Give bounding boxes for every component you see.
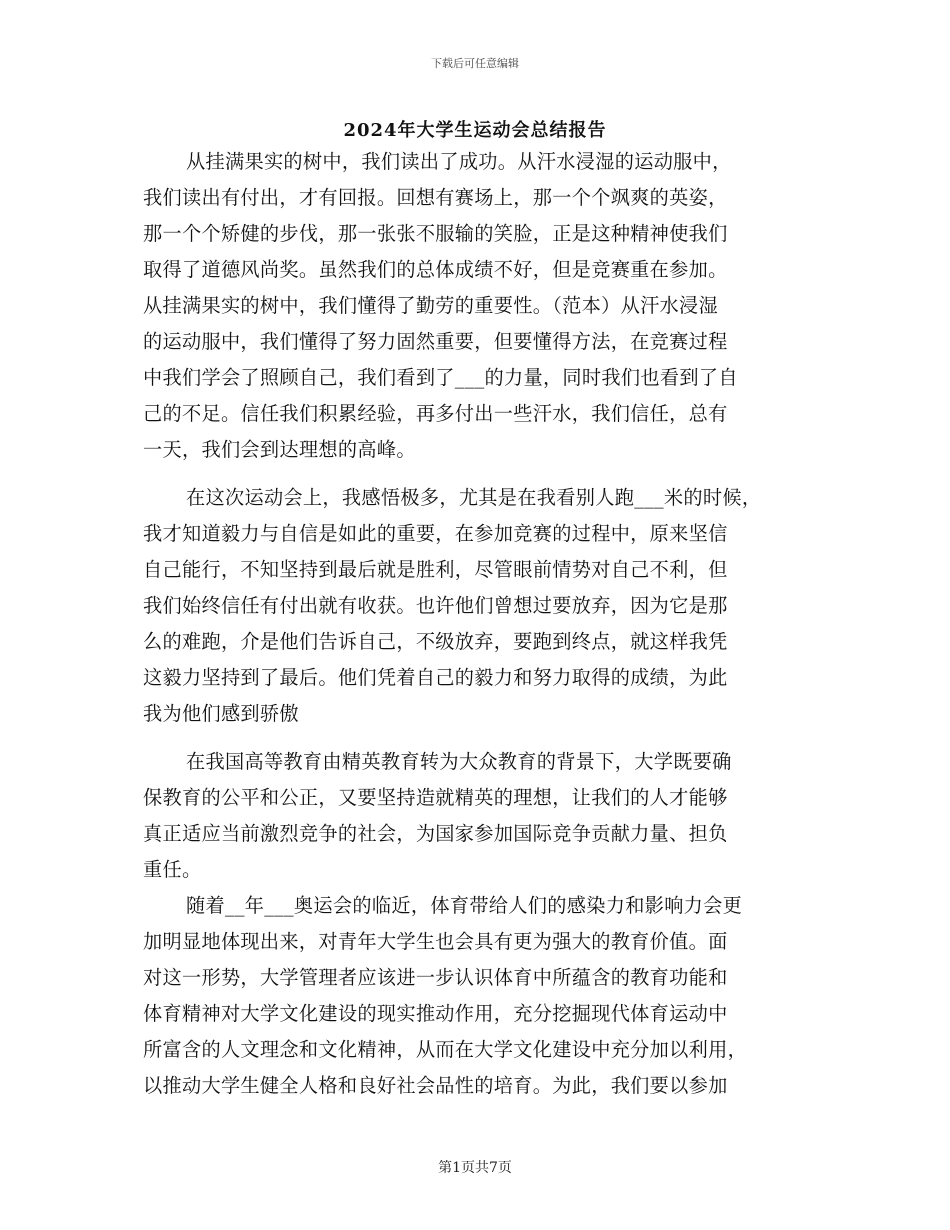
body-line: 体育精神对大学文化建设的现实推动作用，充分挖掘现代体育运动中: [143, 1002, 728, 1025]
body-line: 自己能行，不知坚持到最后就是胜利，尽管眼前情势对自己不利，但: [143, 558, 728, 581]
body-line: 的运动服中，我们懂得了努力固然重要，但要懂得方法，在竞赛过程: [143, 330, 728, 353]
body-line: 这毅力坚持到了最后。他们凭着自己的毅力和努力取得的成绩，为此: [143, 666, 728, 689]
body-line: 我为他们感到骄傲: [143, 702, 299, 725]
body-line: 加明显地体现出来，对青年大学生也会具有更为强大的教育价值。面: [143, 930, 728, 953]
body-line: 从挂满果实的树中，我们读出了成功。从汗水浸湿的运动服中，: [186, 150, 732, 173]
body-line: 我才知道毅力与自信是如此的重要，在参加竞赛的过程中，原来坚信: [143, 522, 728, 545]
body-line: 以推动大学生健全人格和良好社会品性的培育。为此，我们要以参加: [143, 1074, 728, 1097]
body-line: 中我们学会了照顾自己，我们看到了___的力量，同时我们也看到了自: [143, 366, 738, 389]
body-line: 真正适应当前激烈竞争的社会，为国家参加国际竞争贡献力量、担负: [143, 822, 728, 845]
body-line: 取得了道德风尚奖。虽然我们的总体成绩不好，但是竞赛重在参加。: [143, 258, 728, 281]
body-line: 所富含的人文理念和文化精神，从而在大学文化建设中充分加以利用，: [143, 1038, 748, 1061]
body-line: 在这次运动会上，我感悟极多，尤其是在我看别人跑___米的时候，: [186, 486, 762, 509]
body-line: 随着__年___奥运会的临近，体育带给人们的感染力和影响力会更: [186, 894, 743, 917]
body-line: 对这一形势，大学管理者应该进一步认识体育中所蕴含的教育功能和: [143, 966, 728, 989]
body-line: 在我国高等教育由精英教育转为大众教育的背景下，大学既要确: [186, 750, 732, 773]
body-line: 么的难跑，介是他们告诉自己，不级放弃，要跑到终点，就这样我凭: [143, 630, 728, 653]
body-line: 一天，我们会到达理想的高峰。: [143, 438, 416, 461]
body-line: 保教育的公平和公正，又要坚持造就精英的理想，让我们的人才能够: [143, 786, 728, 809]
body-line: 己的不足。信任我们积累经验，再多付出一些汗水，我们信任，总有: [143, 402, 728, 425]
body-line: 那一个个矫健的步伐，那一张张不服输的笑脸，正是这种精神使我们: [143, 222, 728, 245]
body-line: 我们读出有付出，才有回报。回想有赛场上，那一个个飒爽的英姿，: [143, 186, 728, 209]
header-note: 下载后可任意编辑: [431, 57, 519, 70]
document-title: 2024年大学生运动会总结报告: [343, 120, 607, 141]
body-line: 重任。: [143, 858, 202, 881]
page-number: 第1页共7页: [438, 1160, 512, 1176]
body-line: 我们始终信任有付出就有收获。也许他们曾想过要放弃，因为它是那: [143, 594, 728, 617]
body-line: 从挂满果实的树中，我们懂得了勤劳的重要性。（范本）从汗水浸湿: [143, 294, 719, 317]
